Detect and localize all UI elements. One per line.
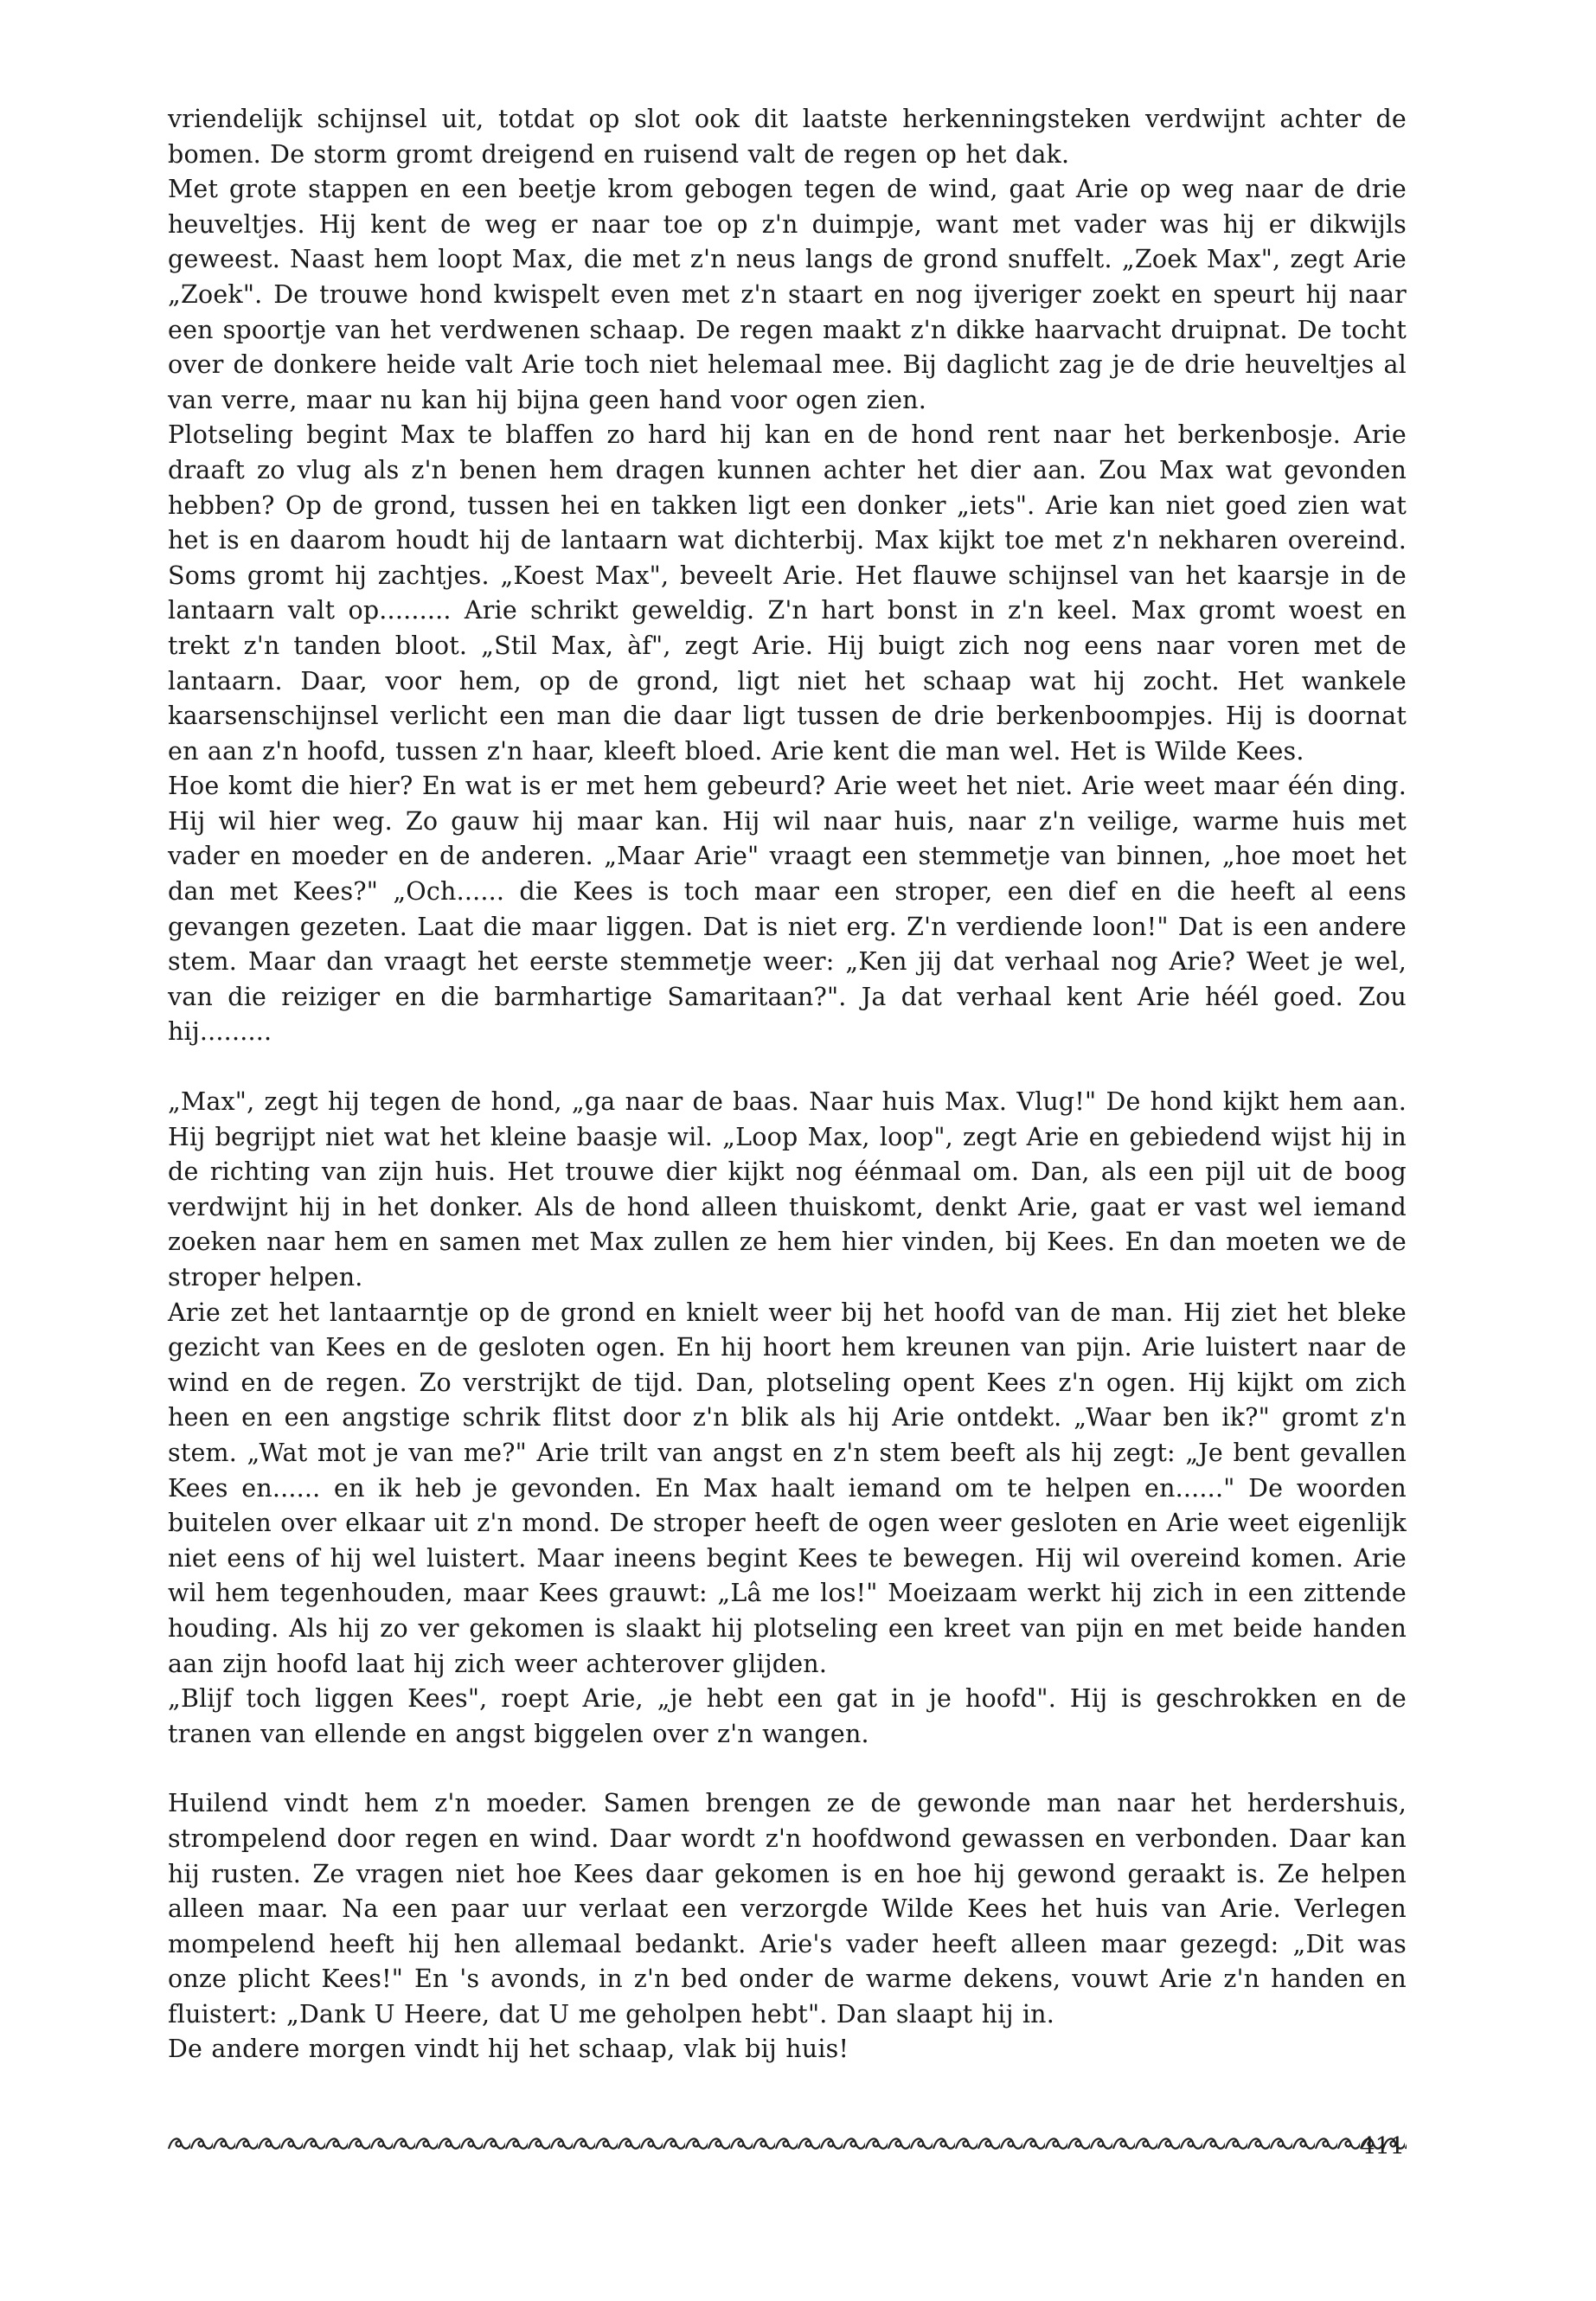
paragraph-2: Met grote stappen en een beetje krom gebogen tegen de wind, gaat Arie op weg naar de drie heuveltjes. Hij kent de weg er naar toe op z'n duimpje, want met vader was hij er dikwijls geweest. Naast hem loopt Max, die met z'n neus langs de grond snuffelt. „Zoek Max", zegt Arie „Zoek". De trouwe hond kwispelt even met z'n staart en nog ijveriger zoekt en speurt hij naar een spoortje van het verdwenen schaap. De regen maakt z'n dikke haarvacht druipnat. De tocht over de donkere heide valt Arie toch niet helemaal mee. Bij daglicht zag je de drie heuveltjes al van verre, maar nu kan hij bijna geen hand voor ogen zien. — [168, 175, 1407, 414]
paragraph-5: „Max", zegt hij tegen de hond, „ga naar de baas. Naar huis Max. Vlug!" De hond kijkt hem aan. Hij begrijpt niet wat het kleine baasje wil. „Loop Max, loop", zegt Arie en gebiedend wijst hij in de richting van zijn huis. Het trouwe dier kijkt nog éénmaal om. Dan, als een pijl uit de boog verdwijnt hij in het donker. Als de hond alleen thuiskomt, denkt Arie, gaat er vast wel iemand zoeken naar hem en samen met Max zullen ze hem hier vinden, bij Kees. En dan moeten we de stroper helpen. — [168, 1087, 1407, 1292]
paragraph-3: Plotseling begint Max te blaffen zo hard hij kan en de hond rent naar het berkenbosje. Arie draaft zo vlug als z'n benen hem dragen kunnen achter het dier aan. Zou Max wat gevonden hebben? Op de grond, tussen hei en takken ligt een donker „iets". Arie kan niet goed zien wat het is en daarom houdt hij de lantaarn wat dichterbij. Max kijkt toe met z'n nekharen overeind. Soms gromt hij zachtjes. „Koest Max", beveelt Arie. Het flauwe schijnsel van het kaarsje in de lantaarn valt op......... Arie schrikt geweldig. Z'n hart bonst in z'n keel. Max gromt woest en trekt z'n tanden bloot. „Stil Max, àf", zegt Arie. Hij buigt zich nog eens naar voren met de lantaarn. Daar, voor hem, op de grond, ligt niet het schaap wat hij zocht. Het wankele kaarsenschijnsel verlicht een man die daar ligt tussen de drie berkenboompjes. Hij is doornat en aan z'n hoofd, tussen z'n haar, kleeft bloed. Arie kent die man wel. Het is Wilde Kees. — [168, 420, 1407, 766]
paragraph-7: „Blijf toch liggen Kees", roept Arie, „je hebt een gat in je hoofd". Hij is geschrokken en de tranen van ellende en angst biggelen over z'n wangen. — [168, 1684, 1407, 1748]
paragraph-4: Hoe komt die hier? En wat is er met hem gebeurd? Arie weet het niet. Arie weet maar één ding. Hij wil hier weg. Zo gauw hij maar kan. Hij wil naar huis, naar z'n veilige, warme huis met vader en moeder en de anderen. „Maar Arie" vraagt een stemmetje van binnen, „hoe moet het dan met Kees?" „Och...... die Kees is toch maar een stroper, een dief en die heeft al eens gevangen gezeten. Laat die maar liggen. Dat is niet erg. Z'n verdiende loon!" Dat is een andere stem. Maar dan vraagt het eerste stemmetje weer: „Ken jij dat verhaal nog Arie? Weet je wel, van die reiziger en die barmhartige Samaritaan?". Ja dat verhaal kent Arie héél goed. Zou hij......... — [168, 772, 1407, 1047]
paragraph-6: Arie zet het lantaarntje op de grond en knielt weer bij het hoofd van de man. Hij ziet het bleke gezicht van Kees en de gesloten ogen. En hij hoort hem kreunen van pijn. Arie luistert naar de wind en de regen. Zo verstrijkt de tijd. Dan, plotseling opent Kees z'n ogen. Hij kijkt om zich heen en een angstige schrik flitst door z'n blik als hij Arie ontdekt. „Waar ben ik?" gromt z'n stem. „Wat mot je van me?" Arie trilt van angst en z'n stem beeft als hij zegt: „Je bent gevallen Kees en...... en ik heb je gevonden. En Max haalt iemand om te helpen en......" De woorden buitelen over elkaar uit z'n mond. De stroper heeft de ogen weer gesloten en Arie weet eigenlijk niet eens of hij wel luistert. Maar ineens begint Kees te bewegen. Hij wil overeind komen. Arie wil hem tegenhouden, maar Kees grauwt: „Lâ me los!" Moeizaam werkt hij zich in een zittende houding. Als hij zo ver gekomen is slaakt hij plotseling een kreet van pijn en met beide handen aan zijn hoofd laat hij zich weer achterover glijden. — [168, 1298, 1407, 1678]
paragraph-8: Huilend vindt hem z'n moeder. Samen brengen ze de gewonde man naar het herdershuis, strompelend door regen en wind. Daar wordt z'n hoofdwond gewassen en verbonden. Daar kan hij rusten. Ze vragen niet hoe Kees daar gekomen is en hoe hij gewond geraakt is. Ze helpen alleen maar. Na een paar uur verlaat een verzorgde Wilde Kees het huis van Arie. Verlegen mompelend heeft hij hen allemaal bedankt. Arie's vader heeft alleen maar gezegd: „Dit was onze plicht Kees!" En 's avonds, in z'n bed onder de warme dekens, vouwt Arie z'n handen en fluistert: „Dank U Heere, dat U me geholpen hebt". Dan slaapt hij in. — [168, 1789, 1407, 2029]
paragraph-9: De andere morgen vindt hij het schaap, vlak bij huis! — [168, 2035, 849, 2064]
story-text — [168, 102, 1407, 2067]
wave-ornament-divider — [168, 2130, 1407, 2156]
paragraph-1: vriendelijk schijnsel uit, totdat op slot ook dit laatste herkenningsteken verdwijnt achter de bomen. De storm gromt dreigend en ruisend valt de regen op het dak. — [168, 105, 1407, 169]
page-number: 411 — [1360, 2133, 1405, 2160]
